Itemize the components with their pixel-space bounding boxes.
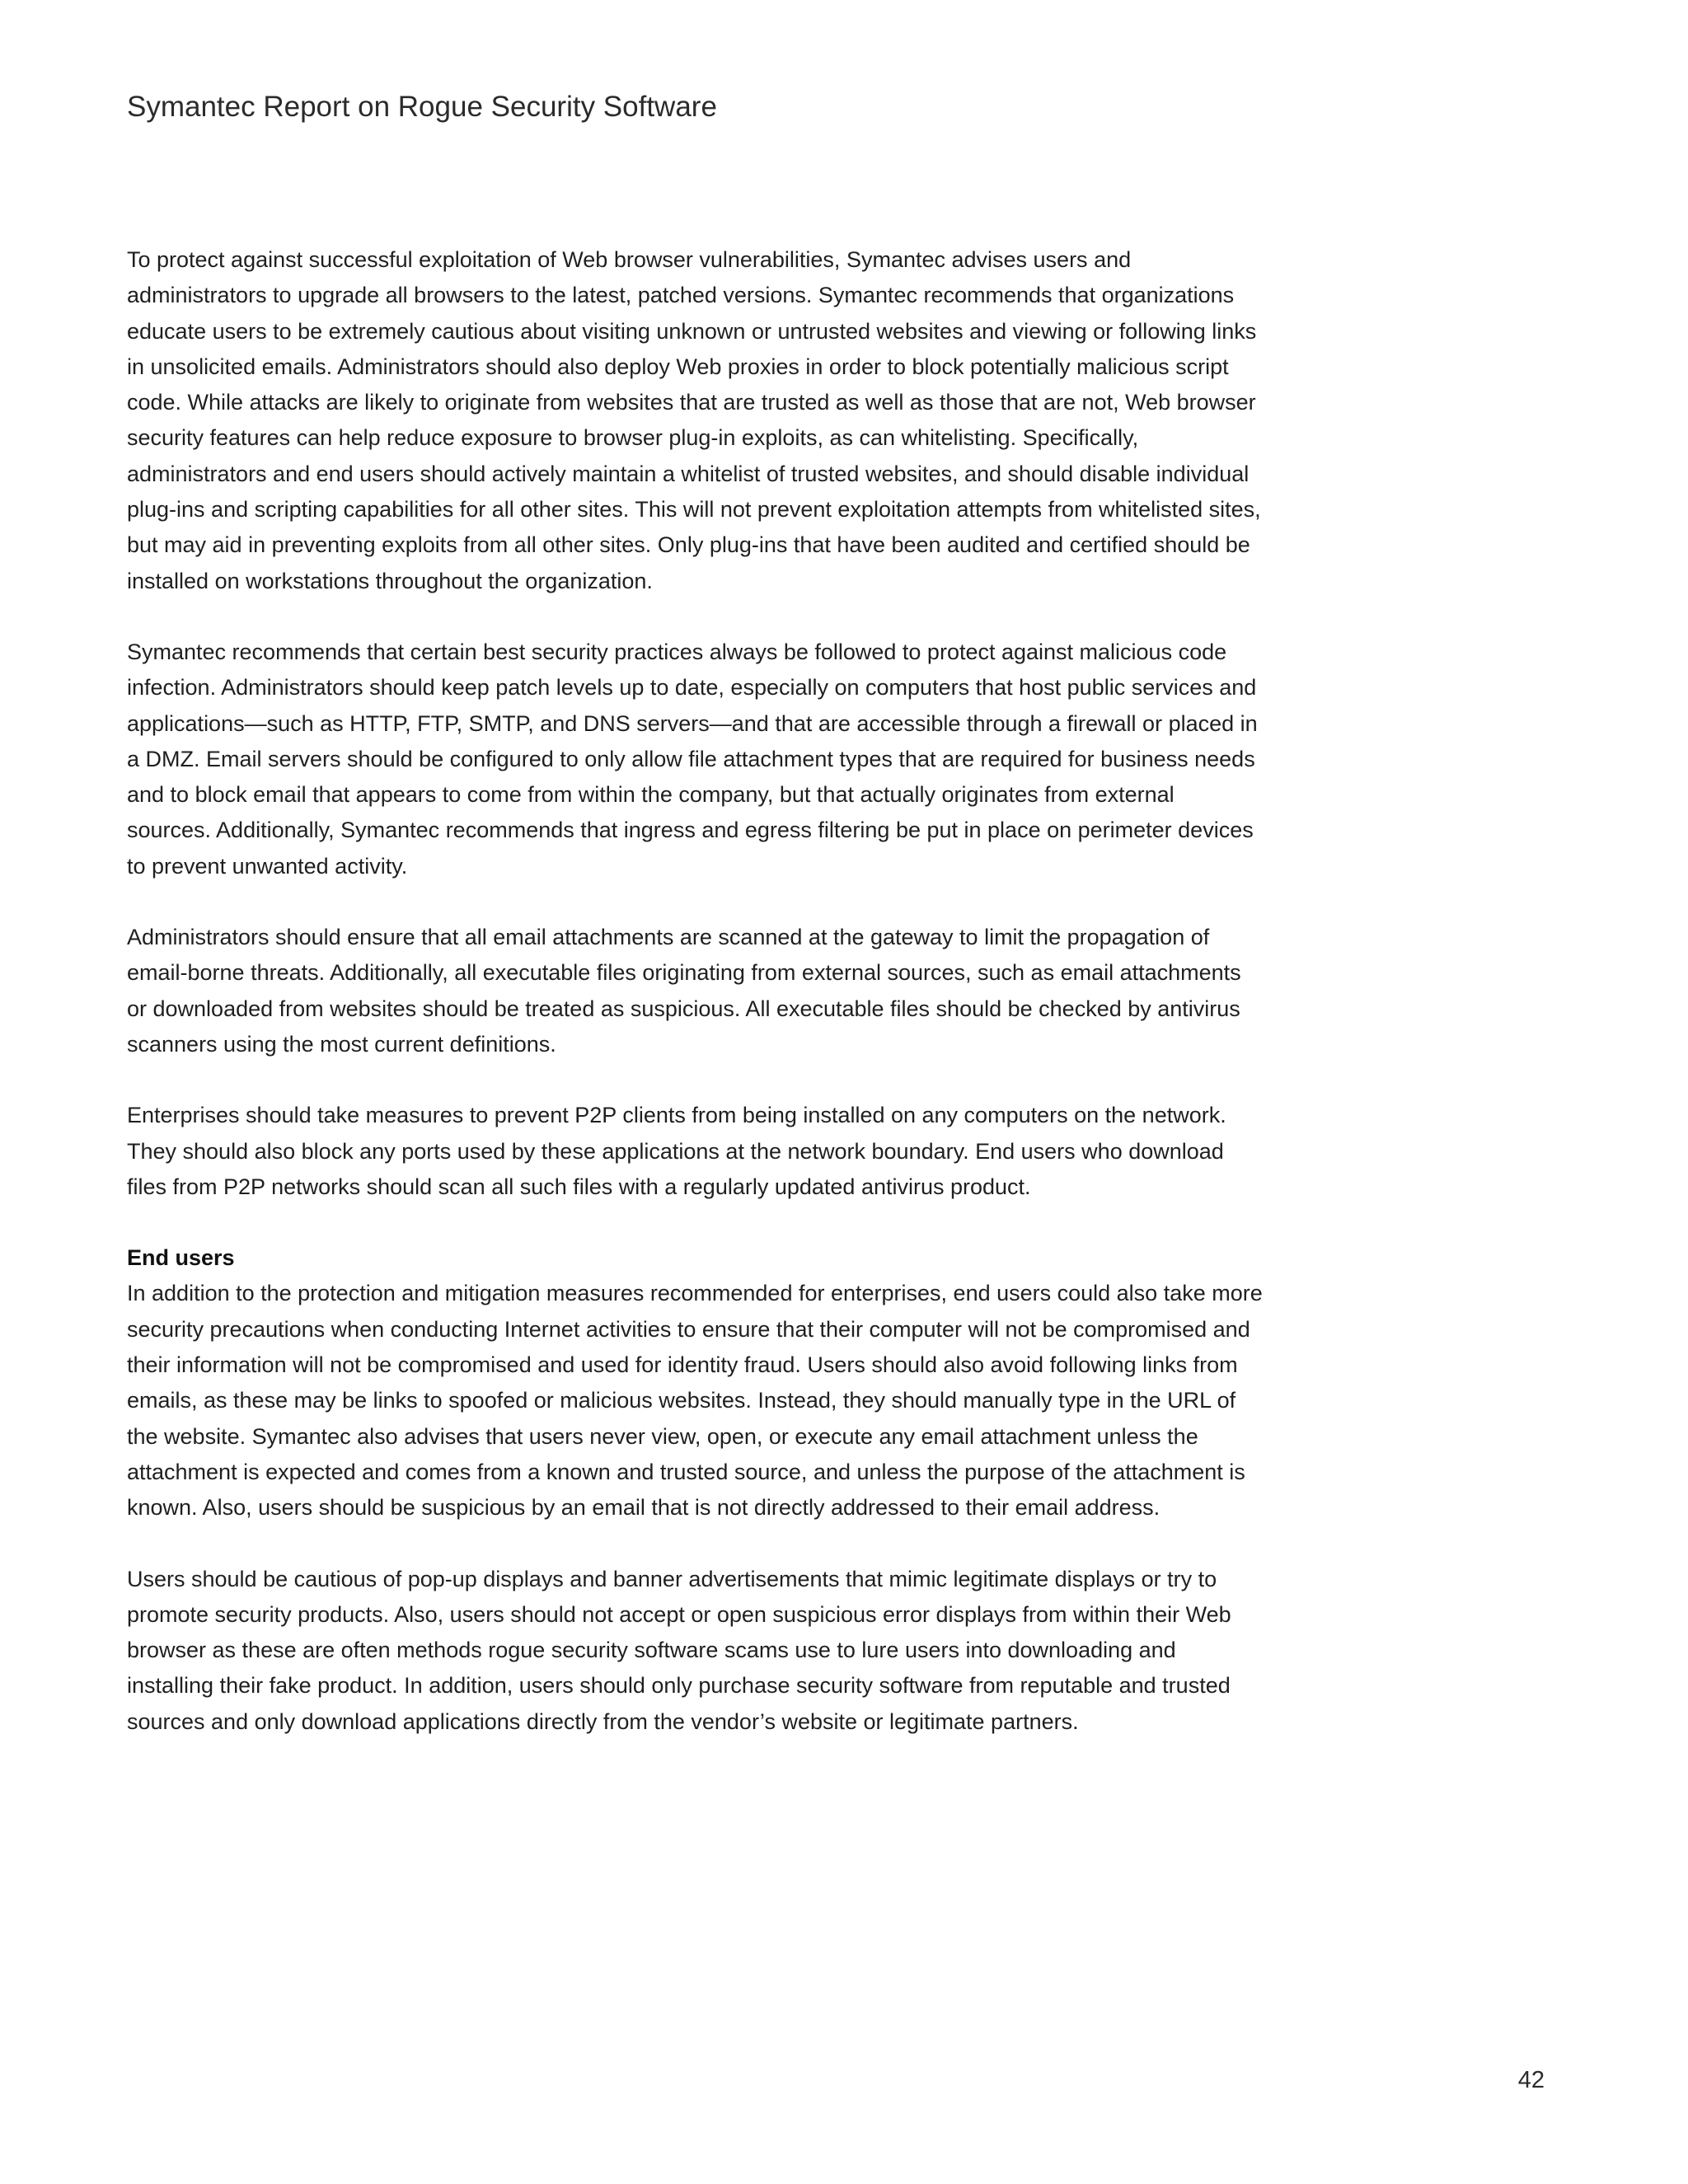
- paragraph-email-attachments: Administrators should ensure that all email attachments are scanned at the gateway to limit the propagation of email-borne threats. Additionally, all executable files originating from external sources, such as email attachments or downloaded from websites should be treated as suspicious. All executable files should be checked by antivirus scanners using the most current definitions.: [127, 925, 1241, 1057]
- paragraph-best-practices: Symantec recommends that certain best security practices always be followed to protect against malicious code infection. Administrators should keep patch levels up to date, especially on computers that host public services and applications—such as HTTP, FTP, SMTP, and DNS servers—and that are accessible through a firewall or placed in a DMZ. Email servers should be configured to only allow file attachment types that are required for business needs and to block email that appears to come from within the company, but that actually originates from external sources. Additionally, Symantec recommends that ingress and egress filtering be put in place on perimeter devices to prevent unwanted activity.: [127, 639, 1258, 879]
- paragraph-popup-displays: Users should be cautious of pop-up displays and banner advertisements that mimic legitimate displays or try to promote security products. Also, users should not accept or open suspicious error displays from within their Web browser as these are often methods rogue security software scams use to lure users into downloading and installing their fake product. In addition, users should only purchase security software from reputable and trusted sources and only download applications directly from the vendor’s website or legitimate partners.: [127, 1566, 1231, 1734]
- page-number: 42: [1517, 2067, 1545, 2093]
- section-heading-end-users: End users: [127, 1245, 235, 1271]
- running-header: Symantec Report on Rogue Security Software: [127, 91, 717, 123]
- report-body: [127, 242, 1264, 1740]
- paragraph-p2p-clients: Enterprises should take measures to prevent P2P clients from being installed on any computers on the network. They should also block any ports used by these applications at the network boundary. End users who download files from P2P networks should scan all such files with a regularly updated antivirus product.: [127, 1103, 1226, 1199]
- paragraph-end-users-precautions: In addition to the protection and mitigation measures recommended for enterprises, end users could also take more security precautions when conducting Internet activities to ensure that their computer will not be compromised and their information will not be compromised and used for identity fraud. Users should also avoid following links from emails, as these may be links to spoofed or malicious websites. Instead, they should manually type in the URL of the website. Symantec also advises that users never view, open, or execute any email attachment unless the attachment is expected and comes from a known and trusted source, and unless the purpose of the attachment is known. Also, users should be suspicious by an email that is not directly addressed to their email address.: [127, 1281, 1263, 1521]
- paragraph-browser-vulnerabilities: To protect against successful exploitation of Web browser vulnerabilities, Symantec advises users and administrators to upgrade all browsers to the latest, patched versions. Symantec recommends that organizations educate users to be extremely cautious about visiting unknown or untrusted websites and viewing or following links in unsolicited emails. Administrators should also deploy Web proxies in order to block potentially malicious script code. While attacks are likely to originate from websites that are trusted as well as those that are not, Web browser security features can help reduce exposure to browser plug-in exploits, as can whitelisting. Specifically, administrators and end users should actively maintain a whitelist of trusted websites, and should disable individual plug-ins and scripting capabilities for all other sites. This will not prevent exploitation attempts from whitelisted sites, but may aid in preventing exploits from all other sites. Only plug-ins that have been audited and certified should be installed on workstations throughout the organization.: [127, 247, 1261, 593]
